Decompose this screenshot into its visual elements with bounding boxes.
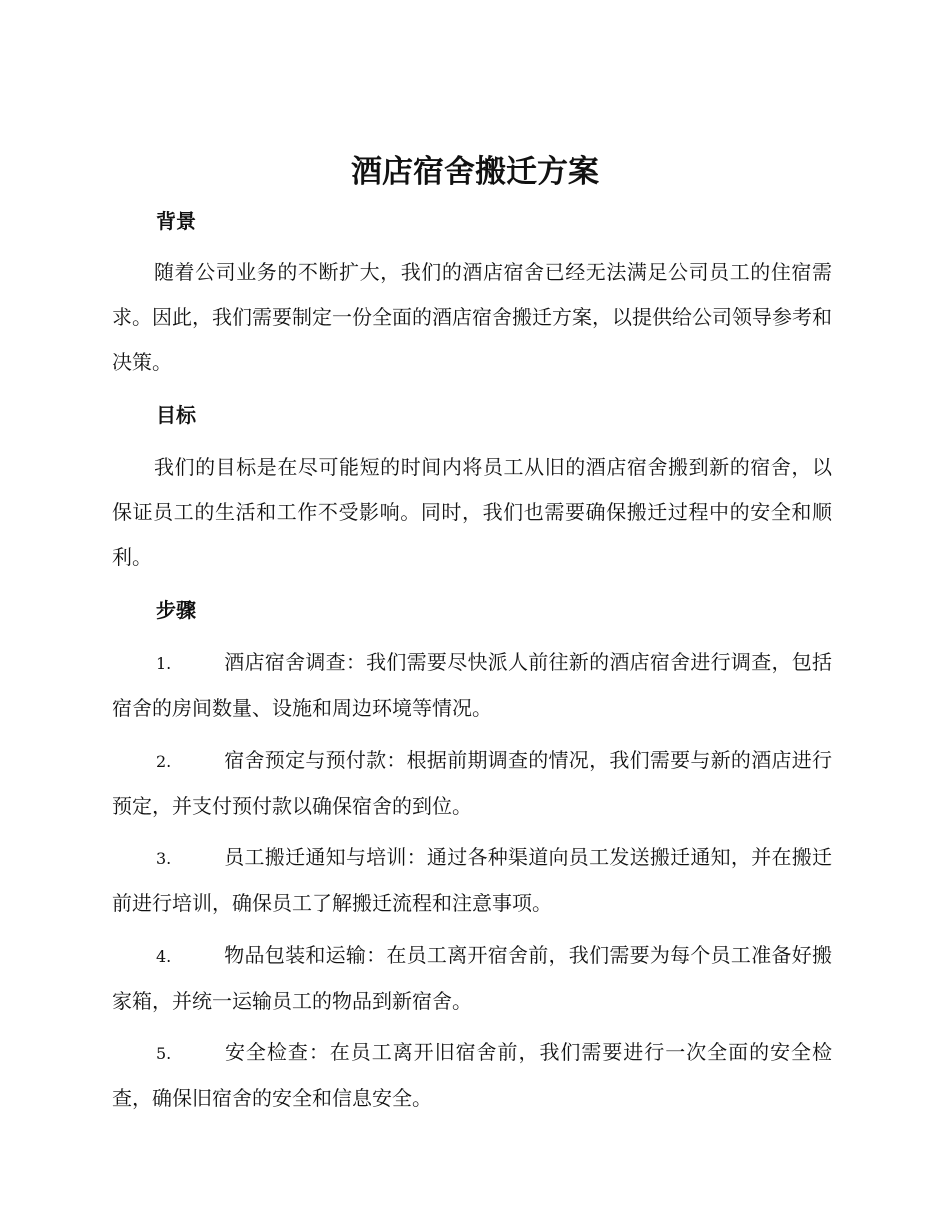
step-number: 4. (156, 947, 172, 966)
step-item-3 (112, 835, 832, 926)
step-text: 安全检查：在员工离开旧宿舍前，我们需要进行一次全面的安全检查，确保旧宿舍的安全和信息安全。 (112, 1040, 832, 1110)
section-heading-background: 背景 (156, 209, 196, 233)
step-number: 5. (156, 1044, 172, 1063)
section-paragraph-goal: 我们的目标是在尽可能短的时间内将员工从旧的酒店宿舍搬到新的宿舍，以保证员工的生活和工作不受影响。同时，我们也需要确保搬迁过程中的安全和顺利。 (112, 455, 832, 569)
section-paragraph-background: 随着公司业务的不断扩大，我们的酒店宿舍已经无法满足公司员工的住宿需求。因此，我们需要制定一份全面的酒店宿舍搬迁方案，以提供给公司领导参考和决策。 (112, 260, 832, 374)
step-text: 宿舍预定与预付款：根据前期调查的情况，我们需要与新的酒店进行预定，并支付预付款以确保宿舍的到位。 (112, 748, 832, 818)
step-item-2 (112, 738, 832, 829)
step-text: 酒店宿舍调查：我们需要尽快派人前往新的酒店宿舍进行调查，包括宿舍的房间数量、设施和周边环境等情况。 (112, 650, 832, 720)
step-number: 1. (156, 654, 172, 673)
section-heading-goal: 目标 (156, 403, 196, 427)
step-number: 2. (156, 752, 172, 771)
document-title: 酒店宿舍搬迁方案 (351, 154, 599, 190)
step-item-1 (112, 640, 832, 731)
step-number: 3. (156, 849, 172, 868)
step-text: 物品包装和运输：在员工离开宿舍前，我们需要为每个员工准备好搬家箱，并统一运输员工的物品到新宿舍。 (112, 943, 832, 1013)
step-item-5 (112, 1030, 832, 1121)
section-heading-steps: 步骤 (156, 598, 196, 622)
step-text: 员工搬迁通知与培训：通过各种渠道向员工发送搬迁通知，并在搬迁前进行培训，确保员工了解搬迁流程和注意事项。 (112, 845, 832, 915)
step-item-4 (112, 933, 832, 1024)
